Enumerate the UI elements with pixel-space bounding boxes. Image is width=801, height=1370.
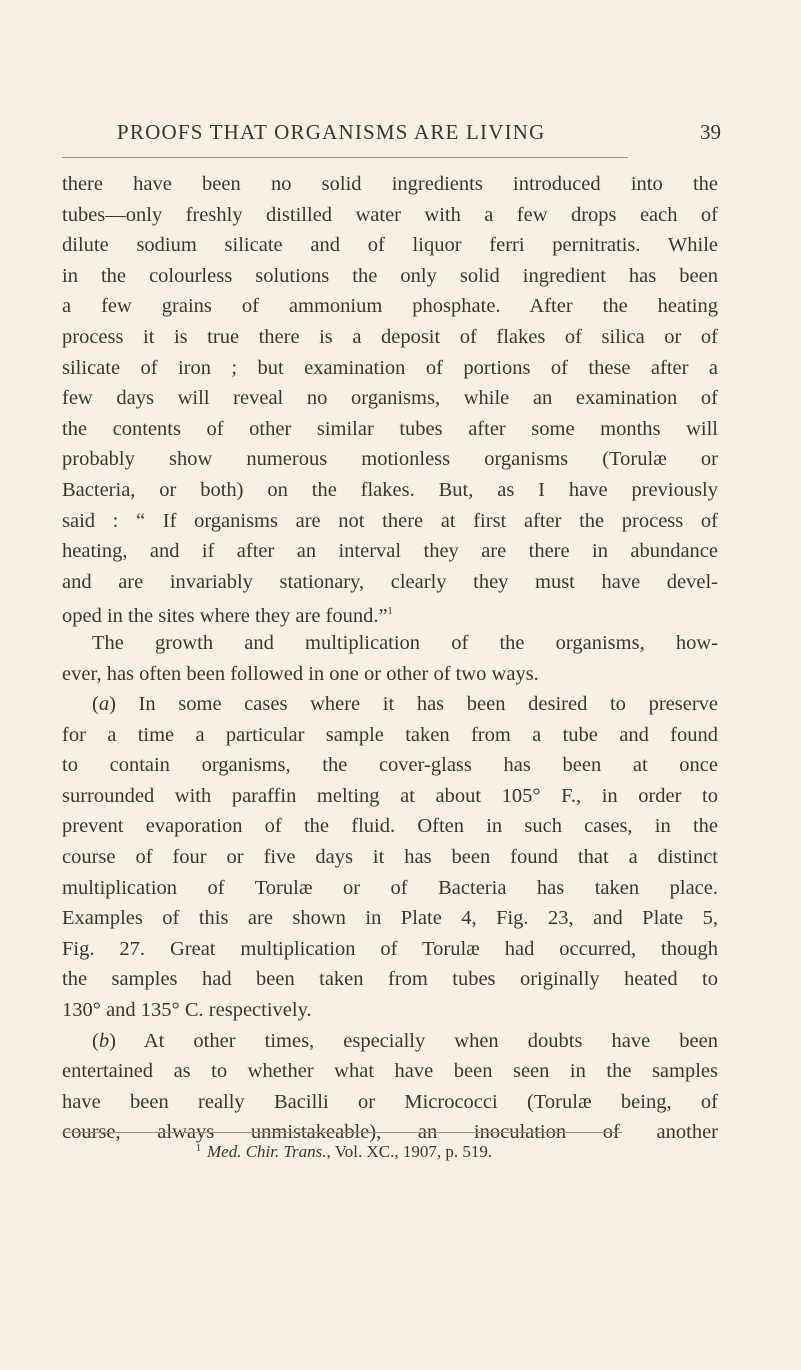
text-line: there have been no solid ingredients introduced into the — [62, 173, 718, 195]
body-text — [62, 169, 718, 1148]
text-line: course, always unmistakeable), an inoculation of another — [62, 1121, 718, 1144]
text-line: said : “ If organisms are not there at first after the process of — [62, 509, 718, 532]
text-line: in the colourless solutions the only solid ingredient has been — [62, 264, 718, 287]
footnote-reference: 1 — [387, 606, 393, 618]
footnote-rule — [62, 1132, 622, 1133]
text-line: course of four or five days it has been found that a distinct — [62, 846, 718, 869]
text-line: heating, and if after an interval they are there in abundance — [62, 540, 718, 563]
text-line: the samples had been taken from tubes originally heated to — [62, 968, 718, 991]
text-line: ever, has often been followed in one or other of two ways. — [62, 662, 539, 685]
item-letter: a — [98, 693, 110, 716]
item-paren: ( — [92, 1029, 99, 1052]
running-head — [117, 120, 721, 150]
text-line: prevent evaporation of the fluid. Often in such cases, in the — [62, 815, 718, 838]
text-line-content: oped in the sites where they are found.” — [62, 605, 388, 628]
item-letter: b — [98, 1029, 110, 1052]
text-line: surrounded with paraffin melting at about 105° F., in order to — [62, 784, 718, 807]
footnote-details: , Vol. XC., 1907, p. 519. — [326, 1142, 493, 1161]
list-item-b-start — [62, 1026, 718, 1057]
item-paren: ( — [92, 693, 99, 716]
text-line: multiplication of Torulæ or of Bacteria has taken place. — [62, 876, 718, 899]
text-line: a few grains of ammonium phosphate. After the heating — [62, 295, 718, 318]
item-text: ) At other times, especially when doubts have been — [109, 1029, 718, 1052]
footnote-marker: 1 — [196, 1143, 201, 1154]
text-line: dilute sodium silicate and of liquor ferri pernitratis. While — [62, 234, 718, 257]
text-line: entertained as to whether what have been seen in the samples — [62, 1060, 718, 1083]
text-line: few days will reveal no organisms, while an examination of — [62, 387, 718, 410]
text-line: Examples of this are shown in Plate 4, Fig. 23, and Plate 5, — [62, 907, 718, 930]
list-item-a-start — [62, 689, 718, 720]
text-line: tubes—only freshly distilled water with a few drops each of — [62, 203, 718, 226]
text-line: and are invariably stationary, clearly they must have devel- — [62, 570, 718, 593]
text-line: to contain organisms, the cover-glass has been at once — [62, 754, 718, 777]
text-line: the contents of other similar tubes after some months will — [62, 417, 718, 440]
text-line — [62, 597, 718, 628]
text-line: Bacteria, or both) on the flakes. But, as I have previously — [62, 478, 718, 501]
text-line: silicate of iron ; but examination of portions of these after a — [62, 356, 718, 379]
text-line: process it is true there is a deposit of flakes of silica or of — [62, 325, 718, 348]
page-number: 39 — [700, 120, 721, 144]
running-title: PROOFS THAT ORGANISMS ARE LIVING — [117, 120, 546, 144]
paragraph-start: The growth and multiplication of the organisms, how- — [92, 631, 718, 654]
text-line: Fig. 27. Great multiplication of Torulæ had occurred, though — [62, 937, 718, 960]
footnote — [196, 1138, 492, 1163]
text-line: for a time a particular sample taken from a tube and found — [62, 723, 718, 746]
text-line: have been really Bacilli or Micrococci (Torulæ being, of — [62, 1090, 718, 1113]
text-line: probably show numerous motionless organisms (Torulæ or — [62, 448, 718, 471]
header-rule — [62, 157, 628, 158]
item-text: ) In some cases where it has been desired to preserve — [109, 693, 718, 716]
text-line: 130° and 135° C. respectively. — [62, 999, 312, 1022]
footnote-journal: Med. Chir. Trans. — [207, 1142, 327, 1161]
